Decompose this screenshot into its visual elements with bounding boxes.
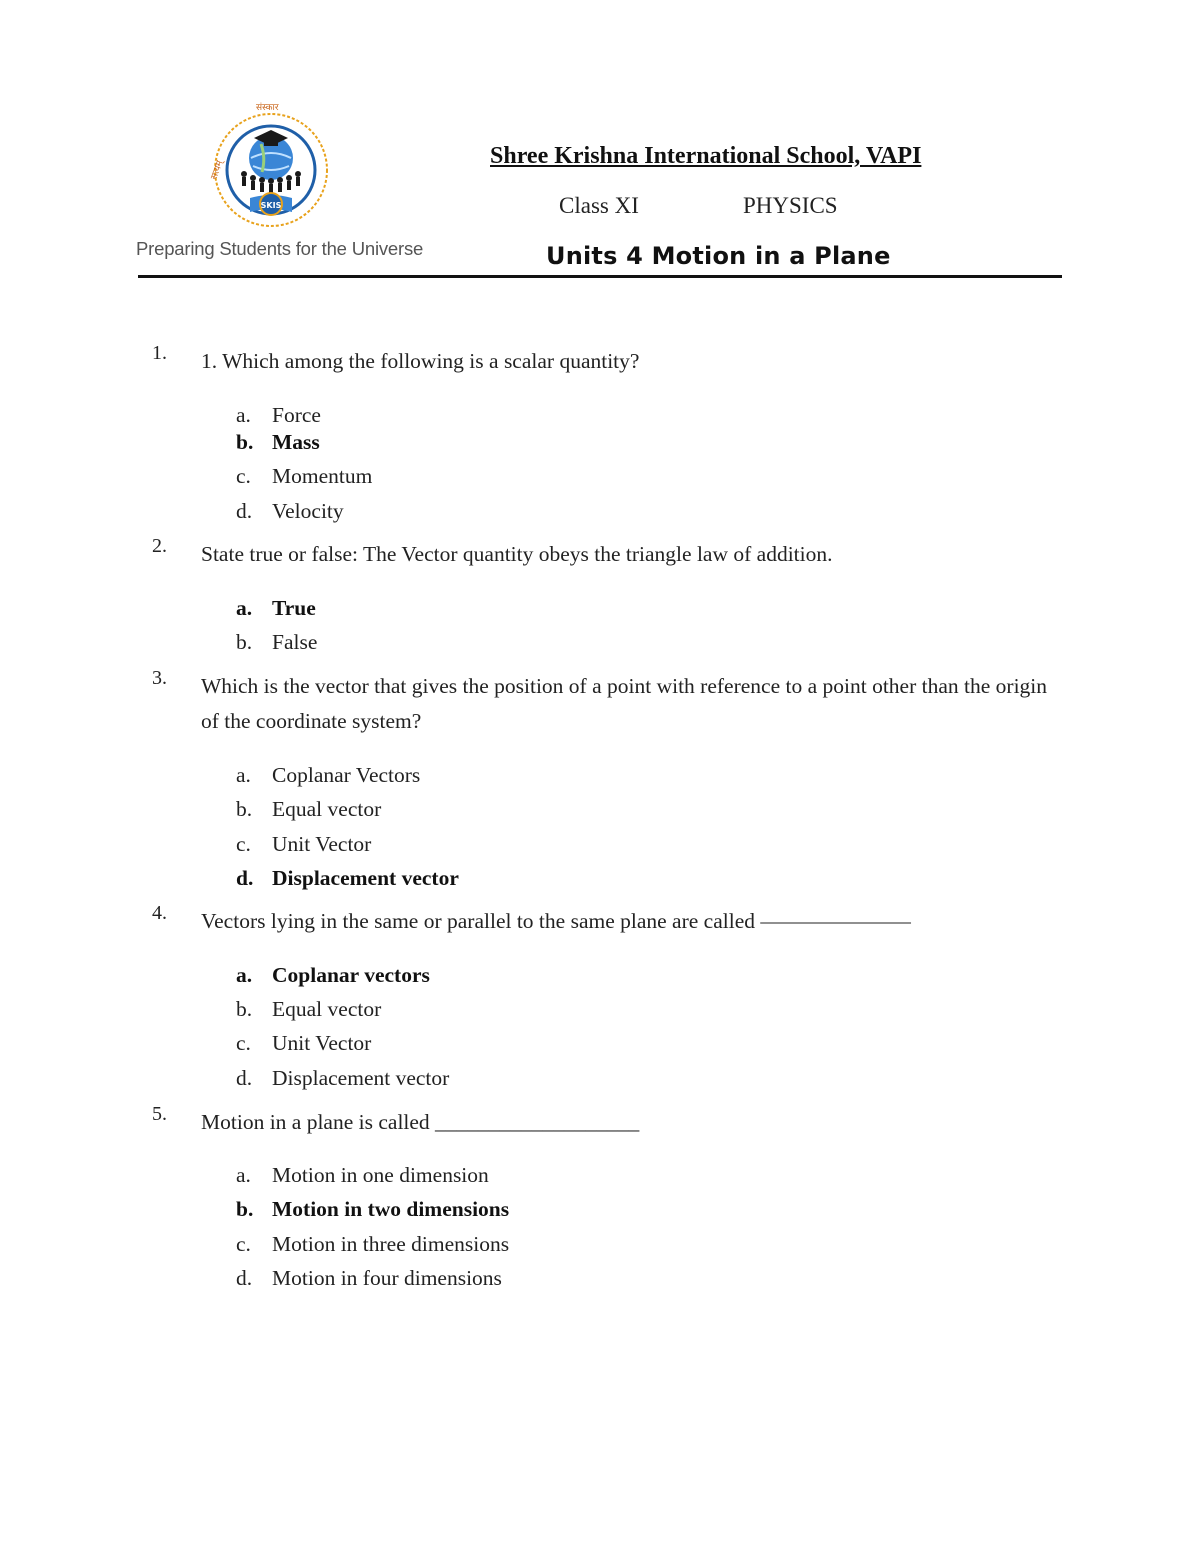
answer-option bbox=[236, 403, 321, 428]
option-text: Displacement vector bbox=[272, 1066, 450, 1090]
answer-option-correct bbox=[236, 596, 316, 621]
logo-arc-text-top: संस्कार bbox=[256, 103, 279, 113]
option-letter: a. bbox=[236, 963, 253, 987]
option-text: Equal vector bbox=[272, 997, 382, 1021]
option-text: Mass bbox=[272, 430, 320, 454]
answer-option bbox=[236, 1066, 449, 1091]
option-text: Displacement vector bbox=[272, 866, 459, 890]
option-text: Coplanar vectors bbox=[272, 963, 430, 987]
option-letter: a. bbox=[236, 763, 251, 787]
question-number: 5. bbox=[152, 1103, 167, 1125]
option-letter: c. bbox=[236, 1031, 251, 1055]
answer-option bbox=[236, 1266, 502, 1291]
answer-option bbox=[236, 1163, 489, 1188]
option-letter: b. bbox=[236, 797, 253, 821]
option-letter: b. bbox=[236, 630, 253, 654]
answer-option bbox=[236, 499, 344, 524]
option-text: Motion in two dimensions bbox=[272, 1197, 510, 1221]
option-letter: c. bbox=[236, 832, 251, 856]
school-name: Shree Krishna International School, VAPI bbox=[490, 143, 922, 169]
question-text: Vectors lying in the same or parallel to the same plane are called ——————— bbox=[201, 909, 911, 933]
option-letter: a. bbox=[236, 1163, 251, 1187]
option-letter: b. bbox=[236, 997, 253, 1021]
option-text: Equal vector bbox=[272, 797, 382, 821]
option-text: Velocity bbox=[272, 499, 344, 523]
option-letter: d. bbox=[236, 1066, 253, 1090]
logo-tagline: Preparing Students for the Universe bbox=[136, 238, 424, 259]
option-text: True bbox=[272, 596, 316, 620]
option-text: Coplanar Vectors bbox=[272, 763, 421, 787]
logo-badge-text: SKIS bbox=[260, 201, 282, 210]
question-number: 1. bbox=[152, 342, 167, 364]
option-letter: b. bbox=[236, 1197, 254, 1221]
unit-title: Units 4 Motion in a Plane bbox=[546, 242, 891, 270]
option-text: Force bbox=[272, 403, 321, 427]
option-letter: b. bbox=[236, 430, 254, 454]
question-number: 4. bbox=[152, 902, 167, 924]
option-text: Motion in three dimensions bbox=[272, 1232, 510, 1256]
answer-option-correct bbox=[236, 430, 320, 455]
school-logo bbox=[136, 96, 424, 266]
header-divider bbox=[138, 275, 1062, 278]
answer-option bbox=[236, 797, 381, 822]
answer-option bbox=[236, 997, 381, 1022]
answer-option bbox=[236, 1232, 509, 1257]
option-letter: a. bbox=[236, 596, 253, 620]
option-letter: d. bbox=[236, 499, 253, 523]
question-text: State true or false: The Vector quantity obeys the triangle law of addition. bbox=[201, 542, 833, 566]
question-text: 1. Which among the following is a scalar quantity? bbox=[201, 349, 640, 373]
option-text: Motion in one dimension bbox=[272, 1163, 489, 1187]
answer-option bbox=[236, 1031, 371, 1056]
question-text: Motion in a plane is called ___________________ bbox=[201, 1110, 640, 1134]
answer-option-correct bbox=[236, 866, 459, 891]
option-letter: c. bbox=[236, 1232, 251, 1256]
answer-option-correct bbox=[236, 963, 430, 988]
question-text: Which is the vector that gives the position of a point with reference to a point other than the origin of the coordinate system? bbox=[201, 674, 1048, 733]
option-text: Motion in four dimensions bbox=[272, 1266, 502, 1290]
option-letter: c. bbox=[236, 464, 251, 488]
option-text: Unit Vector bbox=[272, 832, 372, 856]
answer-option bbox=[236, 464, 372, 489]
option-text: Momentum bbox=[272, 464, 373, 488]
option-letter: a. bbox=[236, 403, 251, 427]
answer-option bbox=[236, 763, 420, 788]
option-text: Unit Vector bbox=[272, 1031, 372, 1055]
logo-arc-text-left: सत्यम् bbox=[209, 159, 226, 182]
question-number: 2. bbox=[152, 535, 167, 557]
class-label: Class XI bbox=[559, 193, 639, 218]
answer-option bbox=[236, 630, 317, 655]
question-number: 3. bbox=[152, 667, 167, 689]
option-letter: d. bbox=[236, 1266, 253, 1290]
subject-label: PHYSICS bbox=[743, 193, 838, 218]
option-letter: d. bbox=[236, 866, 254, 890]
school-emblem-icon bbox=[206, 100, 336, 240]
answer-option-correct bbox=[236, 1197, 509, 1222]
option-text: False bbox=[272, 630, 318, 654]
answer-option bbox=[236, 832, 371, 857]
